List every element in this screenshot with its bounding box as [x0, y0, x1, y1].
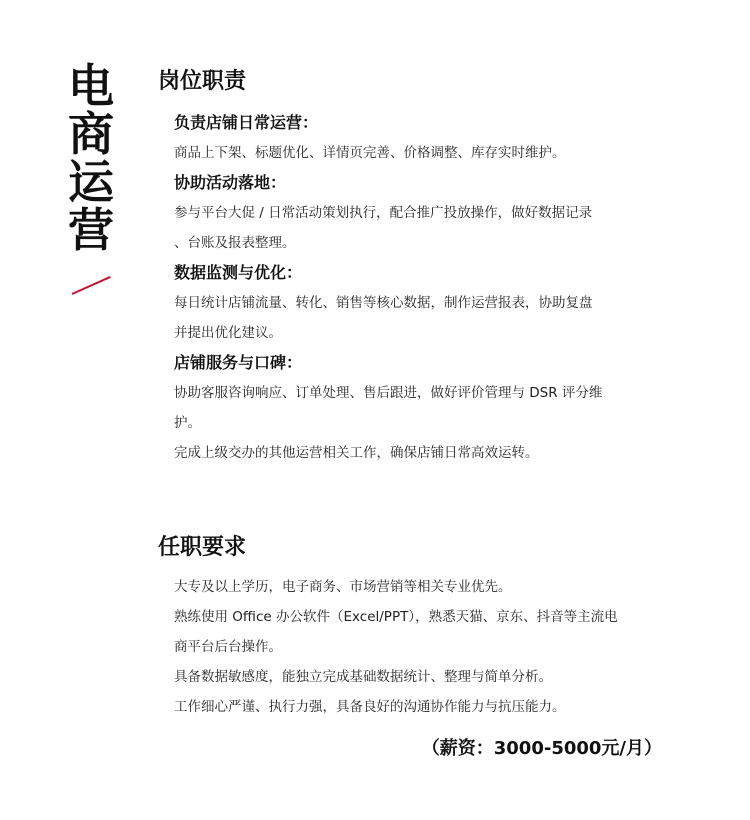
duty-item — [174, 168, 714, 258]
requirement-line: 大专及以上学历，电子商务、市场营销等相关专业优先。 — [174, 579, 512, 595]
duty-text: 商品上下架、标题优化、详情页完善、价格调整、库存实时维护。 — [174, 145, 566, 161]
requirement-line: 工作细心严谨、执行力强，具备良好的沟通协作能力与抗压能力。 — [174, 699, 566, 715]
requirements-heading: 任职要求 — [158, 535, 247, 560]
duty-closing: 完成上级交办的其他运营相关工作，确保店铺日常高效运转。 — [174, 445, 539, 461]
duties-heading: 岗位职责 — [158, 69, 247, 94]
salary-text: （薪资：3000-5000元/月） — [421, 738, 662, 759]
title-char: 营 — [68, 203, 114, 257]
title-char: 电 — [68, 59, 114, 113]
title-char: 运 — [68, 155, 114, 209]
duty-text: 、台账及报表整理。 — [174, 235, 296, 251]
duty-item — [174, 258, 714, 348]
accent-divider — [72, 276, 111, 295]
duty-title: 协助活动落地： — [174, 173, 287, 192]
requirements-list — [174, 572, 714, 722]
duty-title: 店铺服务与口碑： — [174, 353, 303, 372]
requirement-line: 商平台后台操作。 — [174, 639, 282, 655]
duty-text: 协助客服咨询响应、订单处理、售后跟进，做好评价管理与 DSR 评分维 — [174, 385, 603, 401]
duty-title: 负责店铺日常运营： — [174, 113, 319, 132]
duty-title: 数据监测与优化： — [174, 263, 303, 282]
title-char: 商 — [68, 107, 114, 161]
duty-text: 并提出优化建议。 — [174, 325, 282, 341]
duties-list — [174, 108, 714, 468]
duty-text: 护。 — [174, 415, 201, 431]
duty-text: 参与平台大促 / 日常活动策划执行，配合推广投放操作，做好数据记录 — [174, 205, 593, 221]
requirement-line: 具备数据敏感度，能独立完成基础数据统计、整理与简单分析。 — [174, 669, 552, 685]
duty-text: 每日统计店铺流量、转化、销售等核心数据，制作运营报表，协助复盘 — [174, 295, 593, 311]
requirement-line: 熟练使用 Office 办公软件（Excel/PPT），熟悉天猫、京东、抖音等主流电 — [174, 609, 618, 625]
duty-item — [174, 348, 714, 438]
vertical-job-title — [62, 59, 120, 257]
duty-item — [174, 108, 714, 168]
